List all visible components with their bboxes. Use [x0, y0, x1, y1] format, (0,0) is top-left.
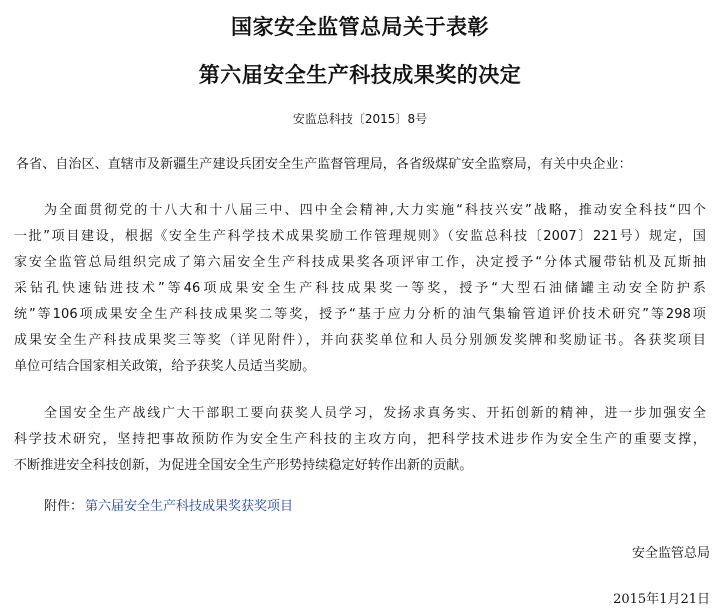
paragraph1-line: 采钻孔快速钻进技术”等46项成果安全生产科技成果奖一等奖，授予“大型石油储罐主动安全防护系	[14, 281, 706, 296]
issuing-authority: 安全监管总局	[631, 546, 710, 561]
document-number: 安监总科技〔2015〕8号	[292, 112, 428, 126]
paragraph2-line: 不断推进安全科技创新，为促进全国安全生产形势持续稳定好转作出新的贡献。	[14, 458, 473, 473]
document-title-line2: 第六届安全生产科技成果奖的决定	[198, 63, 522, 87]
paragraph1-line: 成果安全生产科技成果奖三等奖（详见附件），并向获奖单位和人员分别颁发奖牌和奖励证书。各获奖项目	[14, 333, 706, 348]
document-title-line1: 国家安全监管总局关于表彰	[231, 15, 489, 39]
paragraph1-line: 统”等106项成果安全生产科技成果奖二等奖，授予“基于应力分析的油气集输管道评价技术研究”等298项	[14, 307, 706, 322]
paragraph2-line: 全国安全生产战线广大干部职工要向获奖人员学习，发扬求真务实、开拓创新的精神，进一步加强安全	[44, 406, 706, 421]
paragraph1-line: 为全面贯彻党的十八大和十八届三中、四中全会精神,大力实施“科技兴安”战略，推动安全科技“四个	[44, 203, 706, 218]
paragraph1-line: 单位可结合国家相关政策，给予获奖人员适当奖励。	[14, 359, 316, 374]
paragraph2-line: 科学技术研究，坚持把事故预防作为安全生产科技的主攻方向，把科学技术进步作为安全生产的重要支撑，	[14, 432, 706, 447]
paragraph1-line: 一批”项目建设，根据《安全生产科学技术成果奖励工作管理规则》（安监总科技〔2007〕221号）规定，国	[14, 229, 706, 244]
attachment-label: 附件：	[44, 499, 84, 514]
attachment-link[interactable]: 第六届安全生产科技成果奖获奖项目	[85, 499, 294, 514]
salutation: 各省、自治区、直辖市及新疆生产建设兵团安全生产监督管理局，各省级煤矿安全监察局，有关中央企业：	[16, 157, 632, 172]
paragraph1-line: 家安全监管总局组织完成了第六届安全生产科技成果奖各项评审工作，决定授予“分体式履带钻机及瓦斯抽	[14, 255, 706, 270]
issue-date: 2015年1月21日	[613, 592, 710, 607]
